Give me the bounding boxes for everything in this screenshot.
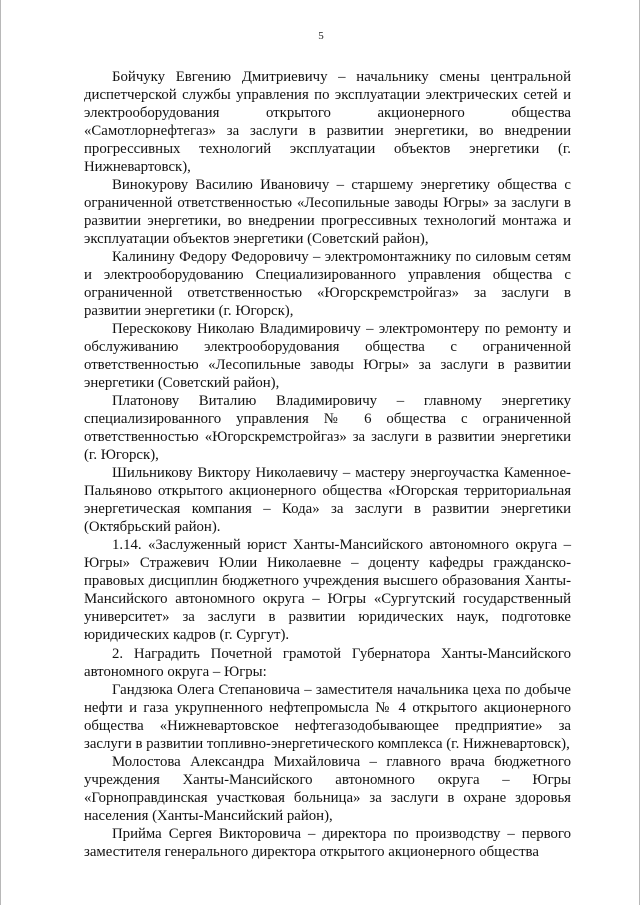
paragraph-item-1-14: 1.14. «Заслуженный юрист Ханты-Мансийского автономного округа – Югры» Стражевич Юлии Николаевне – доценту кафедры гражданско-правовых дисциплин бюджетного учреждения высшего образования Ханты-Мансийского автономного округа – Югры «Сургутский государственный университет» за заслуги в развитии юридических наук, подготовке юридических кадров (г. Сургут). bbox=[84, 537, 571, 644]
document-body bbox=[84, 68, 571, 861]
paragraph-gandzyuk: Гандзюка Олега Степановича – заместителя начальника цеха по добыче нефти и газа укрупненного нефтепромысла № 4 открытого акционерного общества «Нижневартовское нефтегазодобывающее предприятие» за заслуги в развитии топливно-энергетического комплекса (г. Нижневартовск), bbox=[84, 681, 571, 752]
paragraph-platonov: Платонову Виталию Владимировичу – главному энергетику специализированного управления № 6 общества с ограниченной ответственностью «Югорскремстройгаз» за заслуги в развитии энергетики (г. Югорск), bbox=[84, 393, 571, 464]
paragraph-shilnikov: Шильникову Виктору Николаевичу – мастеру энергоучастка Каменное-Пальяново открытого акционерного общества «Югорская территориальная энергетическая компания – Кода» за заслуги в развитии энергетики (Октябрьский район). bbox=[84, 465, 571, 536]
paragraph-vinokurov: Винокурову Василию Ивановичу – старшему энергетику общества с ограниченной ответственностью «Лесопильные заводы Югры» за заслуги в развитии энергетики, во внедрении прогрессивных технологий монтажа и эксплуатации объектов энергетики (Советский район), bbox=[84, 177, 571, 248]
paragraph-item-2: 2. Наградить Почетной грамотой Губернатора Ханты-Мансийского автономного округа – Югры: bbox=[84, 645, 571, 680]
paragraph-pereskokov: Перескокову Николаю Владимировичу – электромонтеру по ремонту и обслуживанию электрооборудования общества с ограниченной ответственностью «Лесопильные заводы Югры» за заслуги в развитии энергетики (Советский район), bbox=[84, 321, 571, 392]
paragraph-molostov: Молостова Александра Михайловича – главного врача бюджетного учреждения Ханты-Мансийского автономного округа – Югры «Горноправдинская участковая больница» за заслуги в охране здоровья населения (Ханты-Мансийский район), bbox=[84, 753, 571, 824]
paragraph-boychuk: Бойчуку Евгению Дмитриевичу – начальнику смены центральной диспетчерской службы управления по эксплуатации электрических сетей и электрооборудования открытого акционерного общества «Самотлорнефтегаз» за заслуги в развитии энергетики, во внедрении прогрессивных технологий эксплуатации объектов энергетики (г. Нижневартовск), bbox=[84, 69, 571, 176]
paragraph-kalinin: Калинину Федору Федоровичу – электромонтажнику по силовым сетям и электрооборудованию Специализированного управления общества с ограниченной ответственностью «Югорскремстройгаз» за заслуги в развитии энергетики (г. Югорск), bbox=[84, 249, 571, 320]
paragraph-priyma: Прийма Сергея Викторовича – директора по производству – первого заместителя генерального директора открытого акционерного общества bbox=[84, 825, 571, 860]
page-number: 5 bbox=[318, 30, 324, 42]
